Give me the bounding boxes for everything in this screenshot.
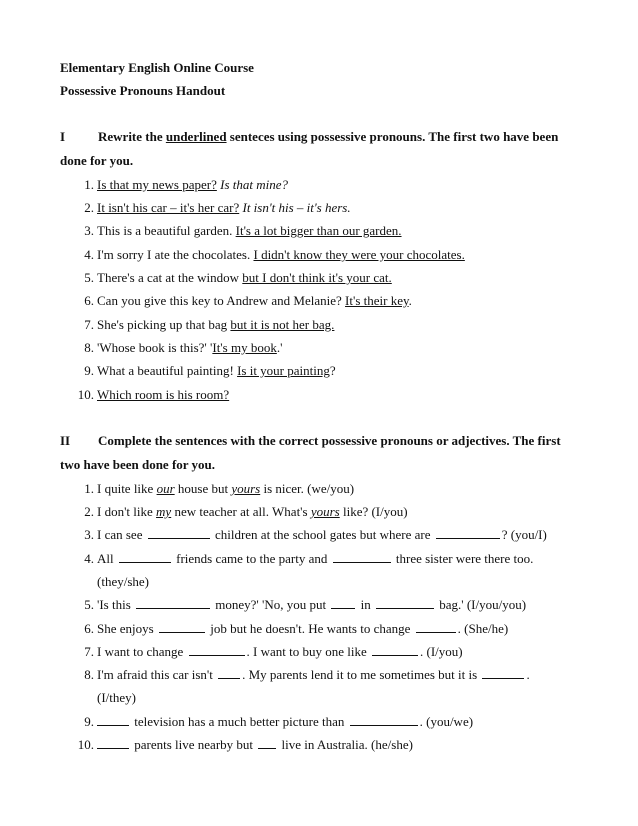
answer-blank[interactable] (97, 713, 129, 726)
answer-blank[interactable] (159, 620, 205, 633)
answer-blank[interactable] (416, 620, 456, 633)
answer-blank[interactable] (350, 713, 418, 726)
answer-blank[interactable] (148, 526, 210, 539)
answer-blank[interactable] (333, 550, 391, 563)
answer-blank[interactable] (258, 736, 276, 749)
answer-blank[interactable] (189, 643, 245, 656)
answer-blank[interactable] (119, 550, 171, 563)
answer-blank[interactable] (372, 643, 418, 656)
answer-blank[interactable] (331, 596, 355, 609)
answer-blank[interactable] (482, 666, 524, 679)
answer-blank[interactable] (376, 596, 434, 609)
section-2-heading-cont: two have been done for you. (60, 457, 216, 472)
course-title: Elementary English Online Course (60, 60, 254, 75)
answer-blank[interactable] (218, 666, 240, 679)
section-1-number: I (60, 129, 66, 144)
section-1-heading-cont: done for you. (60, 153, 134, 168)
section-2-heading: Complete the sentences with the correct possessive pronouns or adjectives. The first (98, 433, 561, 448)
answer-blank[interactable] (436, 526, 500, 539)
answer-blank[interactable] (97, 736, 129, 749)
section-1-heading: Rewrite the underlined senteces using possessive pronouns. The first two have been (98, 129, 559, 144)
handout-page: Elementary English Online Course Possessive Pronouns Handout I Rewrite the underlined senteces using possessive pronouns. The first two have been done for you. 1. Is that my news paper? Is that mine? 2. It isn't his car – it's her car? It isn't his – it's hers. 3. This is a beautiful garden. It's a lot bigger than our garden. 4. I'm sorry I ate the chocolates. I didn't know they were your chocolates. 5. There's a cat at the window but I don't think it's your cat. 6. Can you give this key to Andrew and Melanie? It's their key. 7. She's picking up that bag but it is not her bag. 8. 'Whose book is this?' 'It's my book.' 9. What a beautiful painting! Is it your painting? 10. Which room is his room? II Complete the sentences with the correct possessive pronouns or adjectives. The first two have been done for you. 1. I quite like our house but yours is nicer. (we/you) 2. I don't like my new teacher at all. What's yours like? (I/you) 3. I can see children at the school gates but where are ? (you/I) 4. All friends came to the party and three sister were there too. (they/she) 5. 'Is this money?' 'No, you put in bag.' (I/you/you) 6. She enjoys job but he doesn't. He wants to change . (She/he) 7. I want to change . I want to buy one like . (I/you) 8. I'm afraid this car isn't . My parents lend it to me sometimes but it is . (I/they) 9. television has a much better picture than . (you/we) 10. parents live nearby but live in Australia. (he/she) (60, 60, 561, 752)
handout-title: Possessive Pronouns Handout (60, 83, 226, 98)
answer-blank[interactable] (136, 596, 210, 609)
section-2-number: II (60, 433, 71, 448)
